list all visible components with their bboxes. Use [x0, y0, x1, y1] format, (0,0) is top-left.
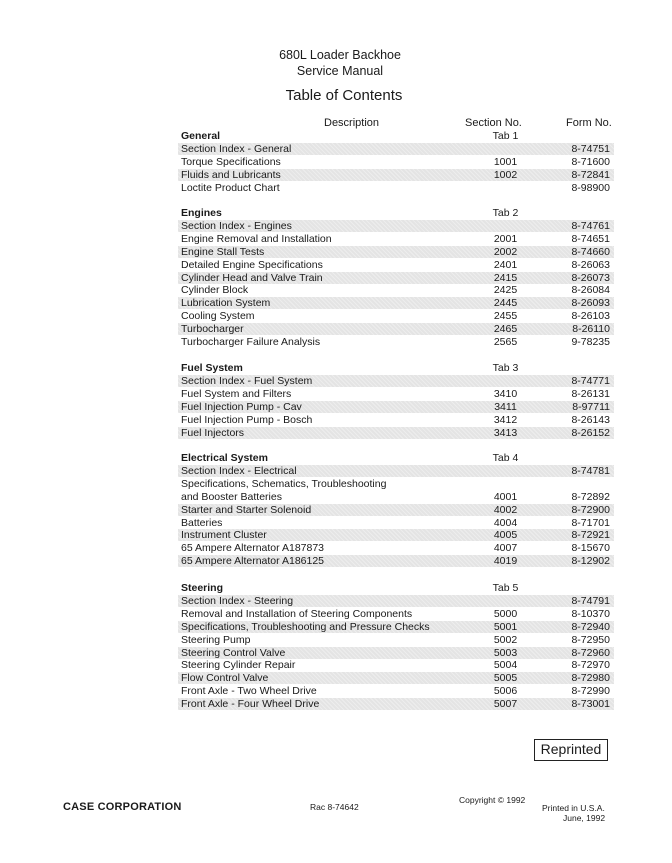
toc-row [178, 647, 614, 659]
toc-description: Fuel Injection Pump - Cav [181, 400, 302, 413]
column-header-description: Description [324, 117, 380, 129]
toc-description: Electrical System [181, 452, 268, 464]
toc-form-number: 8-26110 [572, 323, 610, 336]
toc-row [178, 478, 614, 490]
toc-description: General [181, 130, 221, 142]
toc-row [178, 143, 614, 155]
company-name: CASE CORPORATION [63, 801, 182, 813]
toc-description: Specifications, Troubleshooting and Pressure Checks [181, 620, 430, 633]
toc-form-number: 8-26073 [571, 271, 610, 284]
toc-row [178, 156, 614, 168]
toc-section-number: 5007 [493, 698, 518, 711]
toc-row [178, 595, 614, 607]
toc-description: Fluids and Lubricants [181, 168, 281, 181]
toc-form-number: 8-71701 [571, 516, 610, 529]
toc-description: Fuel Injection Pump - Bosch [181, 413, 313, 426]
toc-form-number: 8-72900 [571, 503, 610, 516]
toc-description: Steering [181, 582, 224, 594]
toc-form-number: 8-26063 [571, 258, 610, 271]
toc-description: Steering Pump [181, 633, 251, 646]
toc-description: and Booster Batteries [181, 490, 282, 503]
toc-form-number: 8-72940 [571, 620, 610, 633]
toc-form-number: 8-72921 [571, 529, 610, 542]
toc-row [178, 672, 614, 684]
toc-row [178, 465, 614, 477]
section-heading [178, 207, 614, 219]
toc-row [178, 634, 614, 646]
toc-section-number: 1002 [493, 168, 518, 181]
toc-description: Specifications, Schematics, Troubleshooting [181, 477, 387, 490]
toc-section-number: 4004 [493, 516, 518, 529]
toc-form-number: 8-74771 [571, 374, 610, 387]
toc-description: Batteries [181, 516, 223, 529]
toc-row [178, 220, 614, 232]
toc-description: Fuel Injectors [181, 426, 245, 439]
printed-date: June, 1992 [563, 813, 606, 823]
toc-row [178, 555, 614, 567]
toc-section-number: Tab 2 [492, 207, 519, 219]
column-header-section: Section No. [465, 117, 522, 129]
toc-section-number: 5003 [493, 646, 518, 659]
toc-description: Detailed Engine Specifications [181, 258, 323, 271]
toc-section-number: 4002 [493, 503, 518, 516]
toc-form-number: 8-98900 [571, 181, 610, 194]
toc-form-number: 8-74761 [571, 219, 610, 232]
toc-form-number: 9-78235 [571, 336, 610, 348]
manual-title-line1: 680L Loader Backhoe [279, 48, 401, 62]
toc-description: Section Index - Steering [181, 594, 294, 607]
toc-form-number: 8-74660 [571, 245, 610, 258]
toc-description: 65 Ampere Alternator A186125 [181, 555, 325, 568]
toc-form-number: 8-72980 [571, 672, 610, 685]
toc-section-number: 2445 [493, 297, 518, 310]
toc-section-number: 2565 [493, 336, 518, 348]
toc-description: Section Index - Fuel System [181, 374, 313, 387]
toc-row [178, 401, 614, 413]
toc-form-number: 8-26084 [571, 284, 610, 297]
toc-row [178, 246, 614, 258]
toc-section-number: 5006 [493, 685, 518, 698]
toc-section-number: 2465 [493, 323, 518, 336]
form-reference: Rac 8-74642 [310, 802, 359, 812]
column-header-form: Form No. [566, 117, 612, 129]
reprinted-stamp: Reprinted [534, 739, 608, 761]
toc-form-number: 8-72841 [571, 168, 610, 181]
toc-form-number: 8-73001 [571, 698, 610, 711]
toc-row [178, 517, 614, 529]
toc-row [178, 388, 614, 400]
toc-row [178, 375, 614, 387]
toc-section-number: 2001 [493, 232, 518, 245]
toc-row [178, 414, 614, 426]
toc-row [178, 182, 614, 194]
toc-form-number: 8-26143 [571, 413, 610, 426]
toc-description: Engine Removal and Installation [181, 232, 332, 245]
toc-form-number: 8-26103 [571, 310, 610, 323]
toc-section-number: 2415 [493, 271, 518, 284]
toc-section-number: 4001 [493, 490, 518, 503]
toc-section-number: 2425 [493, 284, 518, 297]
toc-form-number: 8-15670 [571, 542, 610, 555]
toc-form-number: 8-26152 [571, 426, 610, 439]
toc-form-number: 8-72960 [571, 646, 610, 659]
toc-section-number: Tab 4 [492, 452, 519, 464]
toc-section-number: 5001 [493, 620, 518, 633]
toc-form-number: 8-72950 [571, 633, 610, 646]
toc-description: Loctite Product Chart [181, 181, 280, 194]
toc-form-number: 8-74651 [571, 232, 610, 245]
toc-row [178, 608, 614, 620]
toc-description: Section Index - Engines [181, 219, 292, 232]
toc-row [178, 297, 614, 309]
toc-section-number: Tab 5 [492, 582, 519, 594]
toc-section-number: 4019 [493, 555, 518, 568]
toc-description: 65 Ampere Alternator A187873 [181, 542, 325, 555]
toc-row [178, 685, 614, 697]
toc-row [178, 233, 614, 245]
manual-title-line2: Service Manual [296, 64, 384, 78]
section-heading [178, 130, 614, 142]
toc-row [178, 310, 614, 322]
toc-row [178, 284, 614, 296]
toc-form-number: 8-72970 [571, 659, 610, 672]
toc-section-number: 3410 [493, 387, 518, 400]
toc-form-number: 8-26093 [571, 297, 610, 310]
toc-section-number: 5004 [493, 659, 518, 672]
section-heading [178, 582, 614, 594]
toc-description: Torque Specifications [181, 155, 281, 168]
section-heading [178, 362, 614, 374]
toc-description: Steering Cylinder Repair [181, 659, 296, 672]
toc-section-number: 3411 [494, 400, 517, 413]
toc-form-number: 8-97711 [572, 400, 610, 413]
toc-description: Engine Stall Tests [181, 245, 265, 258]
toc-form-number: 8-71600 [571, 155, 610, 168]
toc-row [178, 491, 614, 503]
toc-description: Front Axle - Two Wheel Drive [181, 685, 317, 698]
toc-section-number: 5002 [493, 633, 518, 646]
toc-section-number: 3412 [493, 413, 518, 426]
toc-section-number: Tab 1 [492, 130, 519, 142]
toc-section-number: 5000 [493, 607, 518, 620]
toc-description: Front Axle - Four Wheel Drive [181, 698, 320, 711]
toc-row [178, 542, 614, 554]
toc-form-number: 8-26131 [571, 387, 610, 400]
toc-row [178, 504, 614, 516]
toc-description: Instrument Cluster [181, 529, 267, 542]
toc-section-number: 2401 [493, 258, 518, 271]
toc-description: Turbocharger Failure Analysis [181, 336, 321, 348]
toc-description: Lubrication System [181, 297, 271, 310]
toc-description: Cooling System [181, 310, 255, 323]
toc-description: Turbocharger [181, 323, 244, 336]
section-heading [178, 452, 614, 464]
toc-section-number: 5005 [493, 672, 518, 685]
toc-form-number: 8-74751 [571, 142, 610, 155]
toc-description: Steering Control Valve [181, 646, 286, 659]
printed-location: Printed in U.S.A. [542, 803, 605, 813]
toc-description: Cylinder Head and Valve Train [181, 271, 323, 284]
toc-row [178, 336, 614, 348]
toc-form-number: 8-74781 [571, 464, 610, 477]
toc-section-number: 2002 [493, 245, 518, 258]
toc-section-number: 3413 [493, 426, 518, 439]
toc-description: Starter and Starter Solenoid [181, 503, 312, 516]
toc-form-number: 8-12902 [571, 555, 610, 568]
toc-row [178, 259, 614, 271]
toc-row [178, 698, 614, 710]
toc-row [178, 529, 614, 541]
toc-row [178, 621, 614, 633]
toc-description: Engines [181, 207, 222, 219]
copyright: Copyright © 1992 [459, 795, 526, 805]
toc-description: Removal and Installation of Steering Components [181, 607, 413, 620]
toc-form-number: 8-72892 [571, 490, 610, 503]
toc-form-number: 8-74791 [571, 594, 610, 607]
toc-description: Flow Control Valve [181, 672, 269, 685]
toc-form-number: 8-72990 [571, 685, 610, 698]
toc-row [178, 272, 614, 284]
toc-section-number: 4005 [493, 529, 518, 542]
toc-description: Fuel System and Filters [181, 387, 292, 400]
toc-form-number: 8-10370 [571, 607, 610, 620]
toc-section-number: 4007 [493, 542, 518, 555]
toc-description: Section Index - General [181, 142, 292, 155]
toc-section-number: 1001 [493, 155, 518, 168]
toc-description: Cylinder Block [181, 284, 249, 297]
toc-row [178, 323, 614, 335]
toc-row [178, 427, 614, 439]
toc-description: Section Index - Electrical [181, 464, 297, 477]
toc-row [178, 169, 614, 181]
toc-row [178, 659, 614, 671]
toc-description: Fuel System [181, 362, 243, 374]
toc-section-number: Tab 3 [492, 362, 519, 374]
toc-section-number: 2455 [493, 310, 518, 323]
page-title: Table of Contents [285, 87, 403, 104]
